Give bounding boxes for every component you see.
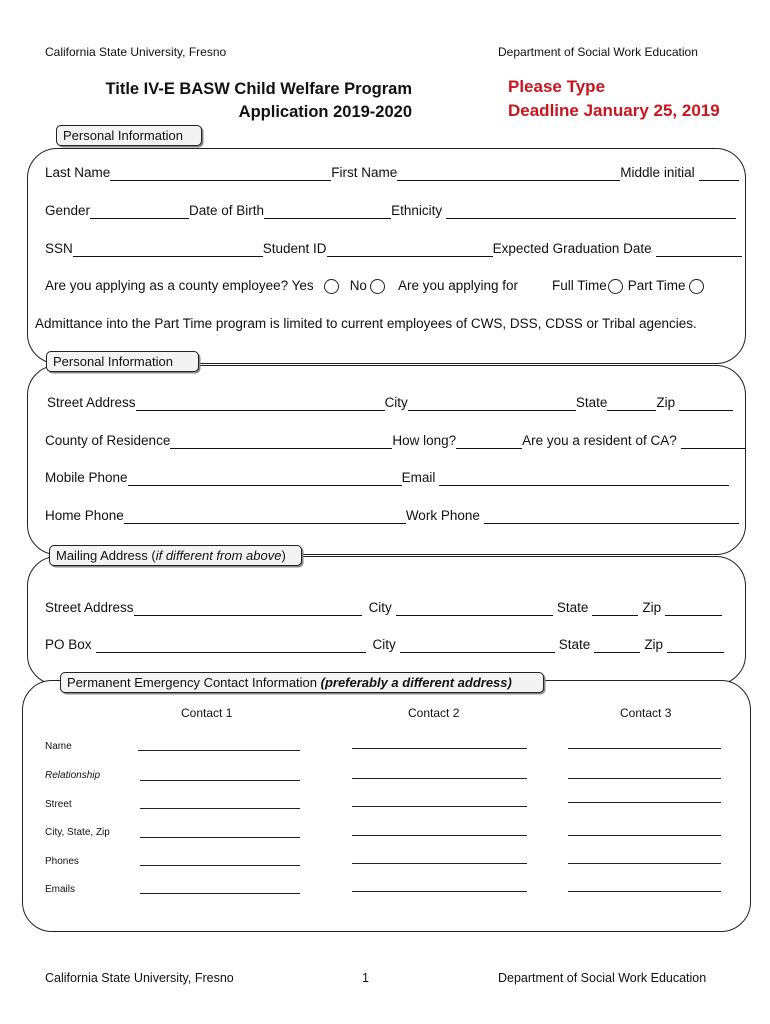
emergency-tab: Permanent Emergency Contact Information (preferably a different address)	[60, 672, 544, 693]
contact-3-relationship-field[interactable]	[568, 778, 721, 779]
mailing-city-label: City	[368, 600, 392, 615]
mailing-zip-field[interactable]	[665, 602, 722, 616]
part-time-note: Admittance into the Part Time program is limited to current employees of CWS, DSS, CDSS or Tribal agencies.	[35, 316, 697, 331]
po-city-field[interactable]	[400, 639, 555, 653]
personal-info-tab: Personal Information	[56, 125, 202, 146]
row-label-emails: Emails	[45, 884, 76, 895]
city-label: City	[384, 395, 408, 410]
last-name-field[interactable]	[110, 167, 331, 181]
mobile-label: Mobile Phone	[45, 470, 128, 485]
address-section	[27, 365, 746, 555]
zip-field[interactable]	[679, 397, 733, 411]
contact-1-relationship-field[interactable]	[140, 780, 300, 781]
mobile-row	[45, 470, 729, 486]
po-box-row	[45, 637, 724, 653]
first-name-field[interactable]	[397, 167, 620, 181]
grad-date-label: Expected Graduation Date	[492, 241, 652, 256]
po-zip-label: Zip	[644, 637, 664, 652]
state-label: State	[575, 395, 608, 410]
street-label: Street Address	[47, 395, 136, 410]
contact-2-street-field[interactable]	[352, 806, 527, 807]
mobile-field[interactable]	[128, 472, 402, 486]
employee-row	[45, 278, 707, 294]
city-field[interactable]	[408, 397, 576, 411]
contact-2-relationship-field[interactable]	[352, 778, 527, 779]
how-long-field[interactable]	[456, 435, 522, 449]
gender-field[interactable]	[90, 205, 189, 219]
mailing-state-field[interactable]	[592, 602, 638, 616]
contact-1-name-field[interactable]	[138, 750, 300, 751]
mailing-tab: Mailing Address (if different from above)	[49, 545, 302, 566]
header-left: California State University, Fresno	[45, 45, 227, 59]
no-label: No	[349, 278, 367, 293]
ssn-label: SSN	[45, 241, 73, 256]
row-label-phones: Phones	[45, 856, 79, 867]
mailing-city-field[interactable]	[396, 602, 553, 616]
ethnicity-label: Ethnicity	[391, 203, 443, 218]
header-right: Department of Social Work Education	[498, 45, 698, 59]
contact-3-street-field[interactable]	[568, 802, 721, 803]
contact-1-phones-field[interactable]	[140, 865, 300, 866]
contact-3-emails-field[interactable]	[568, 891, 721, 892]
dob-field[interactable]	[264, 205, 391, 219]
contact-1-emails-field[interactable]	[140, 893, 300, 894]
applying-for-label: Are you applying for	[397, 278, 519, 293]
part-time-label: Part Time	[627, 278, 686, 293]
po-city-label: City	[372, 637, 396, 652]
mailing-section	[27, 556, 746, 685]
gender-row	[45, 203, 736, 219]
grad-date-field[interactable]	[656, 243, 742, 257]
email-field[interactable]	[439, 472, 729, 486]
county-employee-question: Are you applying as a county employee? Yes	[45, 278, 314, 293]
contact-2-city-field[interactable]	[352, 835, 527, 836]
mailing-street-row	[45, 600, 722, 616]
resident-label: Are you a resident of CA?	[522, 433, 677, 448]
ssn-row	[45, 241, 742, 257]
contact-2-emails-field[interactable]	[352, 891, 527, 892]
county-row	[45, 433, 745, 449]
ssn-field[interactable]	[73, 243, 263, 257]
home-row	[45, 508, 739, 524]
contact-1-street-field[interactable]	[140, 808, 300, 809]
home-phone-field[interactable]	[124, 510, 406, 524]
full-time-label: Full Time	[552, 278, 607, 293]
contact-1-header: Contact 1	[181, 706, 233, 720]
street-field[interactable]	[136, 397, 385, 411]
page-number: 1	[362, 971, 369, 985]
dob-label: Date of Birth	[189, 203, 265, 218]
contact-2-name-field[interactable]	[352, 748, 527, 749]
mailing-state-label: State	[556, 600, 589, 615]
county-label: County of Residence	[45, 433, 171, 448]
first-name-label: First Name	[331, 165, 398, 180]
part-time-radio[interactable]	[689, 279, 704, 294]
resident-field[interactable]	[681, 435, 745, 449]
state-field[interactable]	[607, 397, 656, 411]
ethnicity-field[interactable]	[446, 205, 736, 219]
po-state-field[interactable]	[594, 639, 640, 653]
middle-initial-label: Middle initial	[620, 165, 695, 180]
student-id-label: Student ID	[262, 241, 327, 256]
yes-radio[interactable]	[324, 279, 339, 294]
contact-1-city-field[interactable]	[140, 837, 300, 838]
street-row	[47, 395, 733, 411]
work-phone-field[interactable]	[484, 510, 739, 524]
work-phone-label: Work Phone	[405, 508, 480, 523]
how-long-label: How long?	[392, 433, 457, 448]
contact-3-city-field[interactable]	[568, 835, 721, 836]
no-radio[interactable]	[370, 279, 385, 294]
row-label-city-state-zip: City, State, Zip	[45, 827, 110, 838]
page-title: Title IV-E BASW Child Welfare Program	[105, 80, 412, 98]
footer-left: California State University, Fresno	[45, 971, 234, 985]
middle-initial-field[interactable]	[699, 167, 739, 181]
address-tab: Personal Information	[46, 351, 199, 372]
mailing-street-label: Street Address	[45, 600, 134, 615]
contact-3-name-field[interactable]	[568, 748, 721, 749]
county-field[interactable]	[170, 435, 392, 449]
gender-label: Gender	[45, 203, 91, 218]
name-row	[45, 165, 739, 181]
please-type-notice: Please Type	[508, 77, 606, 96]
full-time-radio[interactable]	[608, 279, 623, 294]
mailing-street-field[interactable]	[134, 602, 362, 616]
row-label-name: Name	[45, 741, 72, 752]
row-label-street: Street	[45, 799, 72, 810]
contact-3-phones-field[interactable]	[568, 863, 721, 864]
contact-3-header: Contact 3	[620, 706, 672, 720]
deadline-notice: Deadline January 25, 2019	[508, 101, 720, 120]
po-box-field[interactable]	[96, 639, 366, 653]
mailing-zip-label: Zip	[642, 600, 662, 615]
row-label-relationship: Relationship	[45, 770, 101, 781]
zip-label: Zip	[656, 395, 676, 410]
last-name-label: Last Name	[45, 165, 111, 180]
contact-2-phones-field[interactable]	[352, 863, 527, 864]
home-phone-label: Home Phone	[45, 508, 124, 523]
po-state-label: State	[558, 637, 591, 652]
contact-2-header: Contact 2	[408, 706, 460, 720]
footer-right: Department of Social Work Education	[498, 971, 707, 985]
po-box-label: PO Box	[45, 637, 92, 652]
po-zip-field[interactable]	[667, 639, 724, 653]
page-subtitle: Application 2019-2020	[238, 103, 412, 121]
email-label: Email	[401, 470, 436, 485]
student-id-field[interactable]	[327, 243, 493, 257]
